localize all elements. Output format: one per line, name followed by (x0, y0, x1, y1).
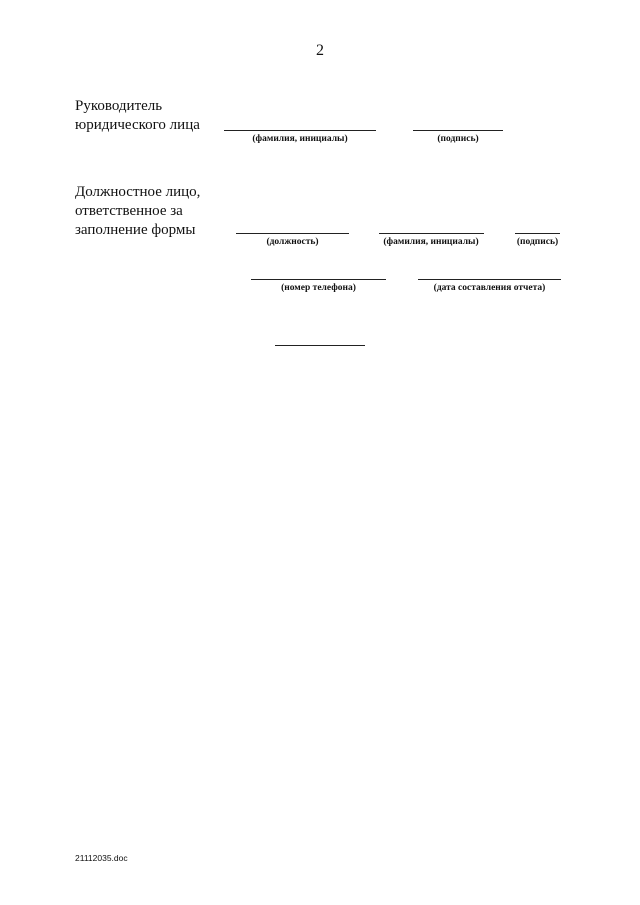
head-signature-line (413, 130, 503, 131)
official-label-line-1: Должностное лицо, (75, 184, 201, 200)
official-label-line-3: заполнение формы (75, 222, 196, 238)
official-phone-caption: (номер телефона) (281, 283, 356, 293)
official-signature-line (515, 233, 560, 234)
official-label (75, 183, 200, 240)
official-phone-line (251, 279, 386, 280)
page-number: 2 (316, 42, 324, 59)
official-date-caption: (дата составления отчета) (433, 283, 546, 293)
head-label-line-1: Руководитель (75, 98, 163, 114)
separator-line (275, 345, 365, 346)
official-position-line (236, 233, 349, 234)
official-position-caption: (должность) (266, 237, 319, 247)
head-label (75, 97, 200, 135)
official-label-line-2: ответственное за (75, 203, 183, 219)
head-label-line-2: юридического лица (75, 117, 200, 133)
head-signature-caption: (подпись) (437, 134, 479, 144)
head-name-caption: (фамилия, инициалы) (252, 134, 348, 144)
official-name-caption: (фамилия, инициалы) (383, 237, 479, 247)
official-date-line (418, 279, 561, 280)
official-signature-caption: (подпись) (516, 237, 559, 247)
head-name-line (224, 130, 376, 131)
footer-filename: 21112035.doc (75, 853, 128, 863)
official-name-line (379, 233, 484, 234)
